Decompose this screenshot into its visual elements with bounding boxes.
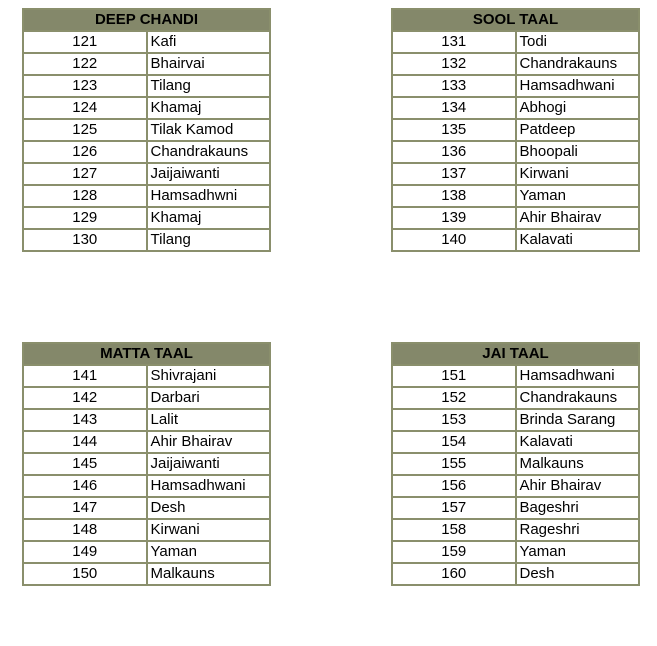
track-number: 138	[392, 185, 516, 207]
table-row	[392, 119, 639, 141]
track-number: 121	[23, 31, 147, 53]
track-number: 124	[23, 97, 147, 119]
track-number: 156	[392, 475, 516, 497]
track-number: 159	[392, 541, 516, 563]
track-number: 154	[392, 431, 516, 453]
table-row	[392, 475, 639, 497]
raag-name: Jaijaiwanti	[147, 453, 271, 475]
track-number: 139	[392, 207, 516, 229]
table-row	[23, 119, 270, 141]
table-row	[23, 207, 270, 229]
raag-name: Malkauns	[147, 563, 271, 585]
table-row	[23, 387, 270, 409]
raag-name: Tilang	[147, 229, 271, 251]
raag-name: Khamaj	[147, 97, 271, 119]
table-title: DEEP CHANDI	[23, 9, 270, 31]
track-number: 158	[392, 519, 516, 541]
table-row	[392, 75, 639, 97]
track-number: 130	[23, 229, 147, 251]
track-number: 149	[23, 541, 147, 563]
table-row	[23, 185, 270, 207]
table-row	[23, 365, 270, 387]
track-number: 131	[392, 31, 516, 53]
track-number: 129	[23, 207, 147, 229]
raag-name: Jaijaiwanti	[147, 163, 271, 185]
table-row	[23, 97, 270, 119]
table-row	[392, 497, 639, 519]
table-title: JAI TAAL	[392, 343, 639, 365]
table-row	[23, 141, 270, 163]
table-row	[23, 563, 270, 585]
table-row	[23, 409, 270, 431]
raag-name: Ahir Bhairav	[147, 431, 271, 453]
raag-name: Chandrakauns	[516, 53, 640, 75]
track-number: 141	[23, 365, 147, 387]
table-row	[23, 31, 270, 53]
raag-name: Bageshri	[516, 497, 640, 519]
table-title: MATTA TAAL	[23, 343, 270, 365]
track-number: 157	[392, 497, 516, 519]
raag-name: Abhogi	[516, 97, 640, 119]
raag-name: Malkauns	[516, 453, 640, 475]
raag-name: Rageshri	[516, 519, 640, 541]
track-number: 143	[23, 409, 147, 431]
raag-name: Chandrakauns	[516, 387, 640, 409]
table-row	[392, 163, 639, 185]
table-row	[23, 163, 270, 185]
raag-name: Bhoopali	[516, 141, 640, 163]
track-number: 137	[392, 163, 516, 185]
track-number: 150	[23, 563, 147, 585]
table-row	[23, 519, 270, 541]
raag-name: Hamsadhwni	[147, 185, 271, 207]
track-number: 153	[392, 409, 516, 431]
raag-name: Bhairvai	[147, 53, 271, 75]
table-row	[23, 453, 270, 475]
raag-name: Desh	[516, 563, 640, 585]
table-row	[392, 141, 639, 163]
track-number: 132	[392, 53, 516, 75]
track-number: 155	[392, 453, 516, 475]
table-row	[392, 97, 639, 119]
table-row	[392, 453, 639, 475]
raag-name: Kafi	[147, 31, 271, 53]
table-row	[23, 431, 270, 453]
table-row	[392, 53, 639, 75]
track-number: 147	[23, 497, 147, 519]
raag-name: Tilang	[147, 75, 271, 97]
table-row	[23, 541, 270, 563]
table-row	[392, 31, 639, 53]
track-number: 135	[392, 119, 516, 141]
track-number: 136	[392, 141, 516, 163]
sool-taal-table	[391, 8, 640, 252]
table-row	[392, 229, 639, 251]
table-row	[23, 53, 270, 75]
table-row	[23, 229, 270, 251]
raag-name: Kalavati	[516, 431, 640, 453]
table-row	[392, 563, 639, 585]
table-row	[392, 207, 639, 229]
raag-name: Chandrakauns	[147, 141, 271, 163]
raag-name: Shivrajani	[147, 365, 271, 387]
raag-name: Todi	[516, 31, 640, 53]
track-number: 160	[392, 563, 516, 585]
table-row	[23, 497, 270, 519]
track-number: 146	[23, 475, 147, 497]
track-number: 128	[23, 185, 147, 207]
track-number: 133	[392, 75, 516, 97]
track-number: 122	[23, 53, 147, 75]
track-number: 152	[392, 387, 516, 409]
raag-name: Brinda Sarang	[516, 409, 640, 431]
table-row	[392, 519, 639, 541]
track-number: 134	[392, 97, 516, 119]
raag-name: Kirwani	[147, 519, 271, 541]
raag-name: Hamsadhwani	[147, 475, 271, 497]
table-row	[392, 409, 639, 431]
table-title: SOOL TAAL	[392, 9, 639, 31]
deep-chandi-table	[22, 8, 271, 252]
raag-name: Darbari	[147, 387, 271, 409]
raag-name: Hamsadhwani	[516, 75, 640, 97]
track-number: 145	[23, 453, 147, 475]
table-row	[392, 365, 639, 387]
track-number: 144	[23, 431, 147, 453]
raag-name: Yaman	[516, 541, 640, 563]
table-row	[392, 541, 639, 563]
raag-name: Yaman	[516, 185, 640, 207]
raag-name: Lalit	[147, 409, 271, 431]
track-number: 151	[392, 365, 516, 387]
raag-name: Kirwani	[516, 163, 640, 185]
raag-name: Desh	[147, 497, 271, 519]
table-row	[23, 475, 270, 497]
track-number: 126	[23, 141, 147, 163]
jai-taal-table	[391, 342, 640, 586]
raag-name: Khamaj	[147, 207, 271, 229]
table-row	[23, 75, 270, 97]
track-number: 127	[23, 163, 147, 185]
track-number: 142	[23, 387, 147, 409]
table-row	[392, 431, 639, 453]
table-row	[392, 185, 639, 207]
track-number: 140	[392, 229, 516, 251]
track-number: 123	[23, 75, 147, 97]
raag-name: Patdeep	[516, 119, 640, 141]
matta-taal-table	[22, 342, 271, 586]
raag-name: Kalavati	[516, 229, 640, 251]
raag-name: Hamsadhwani	[516, 365, 640, 387]
track-number: 125	[23, 119, 147, 141]
raag-name: Ahir Bhairav	[516, 475, 640, 497]
table-row	[392, 387, 639, 409]
raag-name: Ahir Bhairav	[516, 207, 640, 229]
raag-name: Tilak Kamod	[147, 119, 271, 141]
raag-name: Yaman	[147, 541, 271, 563]
track-number: 148	[23, 519, 147, 541]
